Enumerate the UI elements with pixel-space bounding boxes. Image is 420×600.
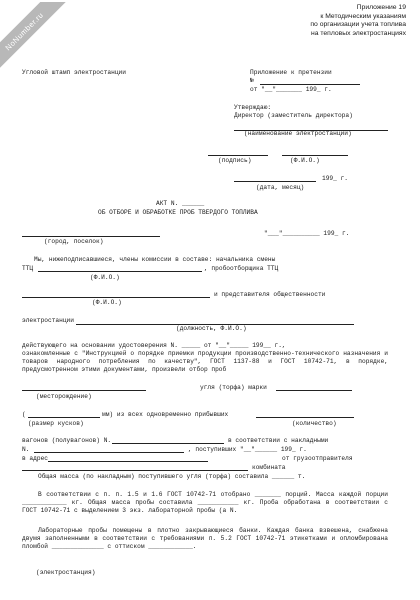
- qty-line: [256, 410, 354, 418]
- fio1-hint: (Ф.И.О.): [90, 274, 120, 281]
- size-hint: (размер кусков): [28, 420, 84, 427]
- coal-label: угля (торфа) марки: [200, 384, 267, 391]
- coal-line: [22, 383, 146, 391]
- act-date: "___"__________ 199_ г.: [264, 230, 350, 237]
- city-hint: (город, поселок): [44, 238, 104, 245]
- date-line: [234, 174, 316, 182]
- paren-open: (: [22, 411, 26, 418]
- stamp-label: Угловой штамп электростанции: [22, 69, 126, 76]
- fio-line: [282, 148, 348, 156]
- sign-line: [208, 148, 268, 156]
- ttc-label: ТТЦ: [22, 265, 34, 272]
- claim-line1: Приложение к претензии: [250, 69, 332, 76]
- inv-label: в соответствии с накладными: [228, 437, 329, 444]
- kombinat-line: [22, 463, 248, 471]
- plant-label: электростанции: [22, 317, 74, 324]
- body-p2: ознакомленные с "Инструкцией о порядке приемки продукции производственно-технического назначения и товаров народного потребления по качеству", ГОСТ 1137-88 и ГОСТ 10742-71, в порядке, предусмотренном этими документами, произвели отбор проб: [22, 350, 388, 373]
- basis-line: действующего на основании удостоверения N. _____ от "__"_____ 199__ г.,: [22, 342, 286, 349]
- date-hint: (дата, месяц): [256, 184, 305, 191]
- approve-title: Утверждаю:: [234, 104, 272, 111]
- mm-label: мм) из всех одновременно прибывших: [102, 411, 229, 418]
- wagons-line: [112, 436, 224, 444]
- kombinat-label: комбината: [252, 464, 286, 471]
- act-title: ОБ ОТБОРЕ И ОБРАБОТКЕ ПРОБ ТВЕРДОГО ТОПЛИВА: [98, 209, 258, 216]
- claim-date: от "__"_______ 199_ г.: [250, 86, 332, 93]
- org-hint: (наименование электростанции): [244, 130, 352, 137]
- sign-hint: (подпись): [218, 157, 252, 164]
- size-line: [28, 410, 100, 418]
- qty-hint: (количество): [292, 420, 337, 427]
- appendix-line3: по организации учета топлива: [310, 21, 406, 28]
- body-p3: В соответствии с п. п. 1.5 и 1.6 ГОСТ 10742-71 отобрано _______ порций. Масса каждой порции ____________ кг. Общая масса пробы составила ___________ кг. Проба обработана в соответствии с ГОСТ 10742-71 с выделением 3 экз. лабораторной пробы (а N.: [22, 491, 388, 514]
- appendix-line4: на тепловых электростанциях: [310, 29, 406, 37]
- no2-label: N.: [22, 446, 30, 453]
- approve-role: Директор (заместитель директора): [234, 112, 353, 119]
- city-line: [22, 229, 160, 237]
- rep-line: [22, 290, 210, 298]
- plant-hint: (электростанция): [36, 569, 96, 576]
- appendix-number: Приложение 19: [356, 4, 406, 11]
- rep-label: и представителя общественности: [214, 291, 326, 298]
- no2-line: [34, 445, 184, 453]
- fio2-hint: (Ф.И.О.): [92, 299, 122, 306]
- claim-no: №: [250, 77, 254, 84]
- appendix-line2: к Методическим указаниям: [320, 12, 406, 20]
- addr-line: [48, 454, 208, 462]
- ttc2-label: , пробоотборщика ТТЦ: [204, 265, 279, 272]
- plant-line: [76, 317, 354, 325]
- claim-no-line: [260, 77, 360, 85]
- approve-year: 199_ г.: [322, 175, 348, 182]
- watermark-text: NoNumber.ru: [3, 10, 45, 52]
- appendix-header: [310, 4, 406, 38]
- fio-hint: (Ф.И.О.): [290, 157, 320, 164]
- body-p4: Лабораторные пробы помещены в плотно закрывающиеся банки. Каждая банка взвешена, снабжена двумя заполненными в соответствии с требованиями п. 5.2 ГОСТ 10742-71 этикетками и опломбирована пломбой ______________ с оттиском ____________.: [22, 527, 388, 550]
- addr-label: в адрес: [22, 455, 48, 462]
- ttc-line: [38, 264, 202, 272]
- arrived-label: , поступивших "__"______ 199_ г.: [188, 446, 307, 453]
- deposit-hint: (месторождение): [36, 393, 92, 400]
- body-p1: Мы, нижеподписавшиеся, члены комиссии в составе: начальника смены: [34, 256, 276, 263]
- shipper-label: от грузоотправителя: [282, 455, 353, 462]
- mass-line: Общая масса (по накладным) поступившего угля (торфа) составила ______ т.: [38, 473, 306, 480]
- act-number: АКТ N. ______: [156, 200, 205, 207]
- post-hint: (должность, Ф.И.О.): [176, 325, 247, 332]
- wagons-label: вагонов (полувагонов) N.: [22, 437, 112, 444]
- coal-mark-line: [276, 383, 352, 391]
